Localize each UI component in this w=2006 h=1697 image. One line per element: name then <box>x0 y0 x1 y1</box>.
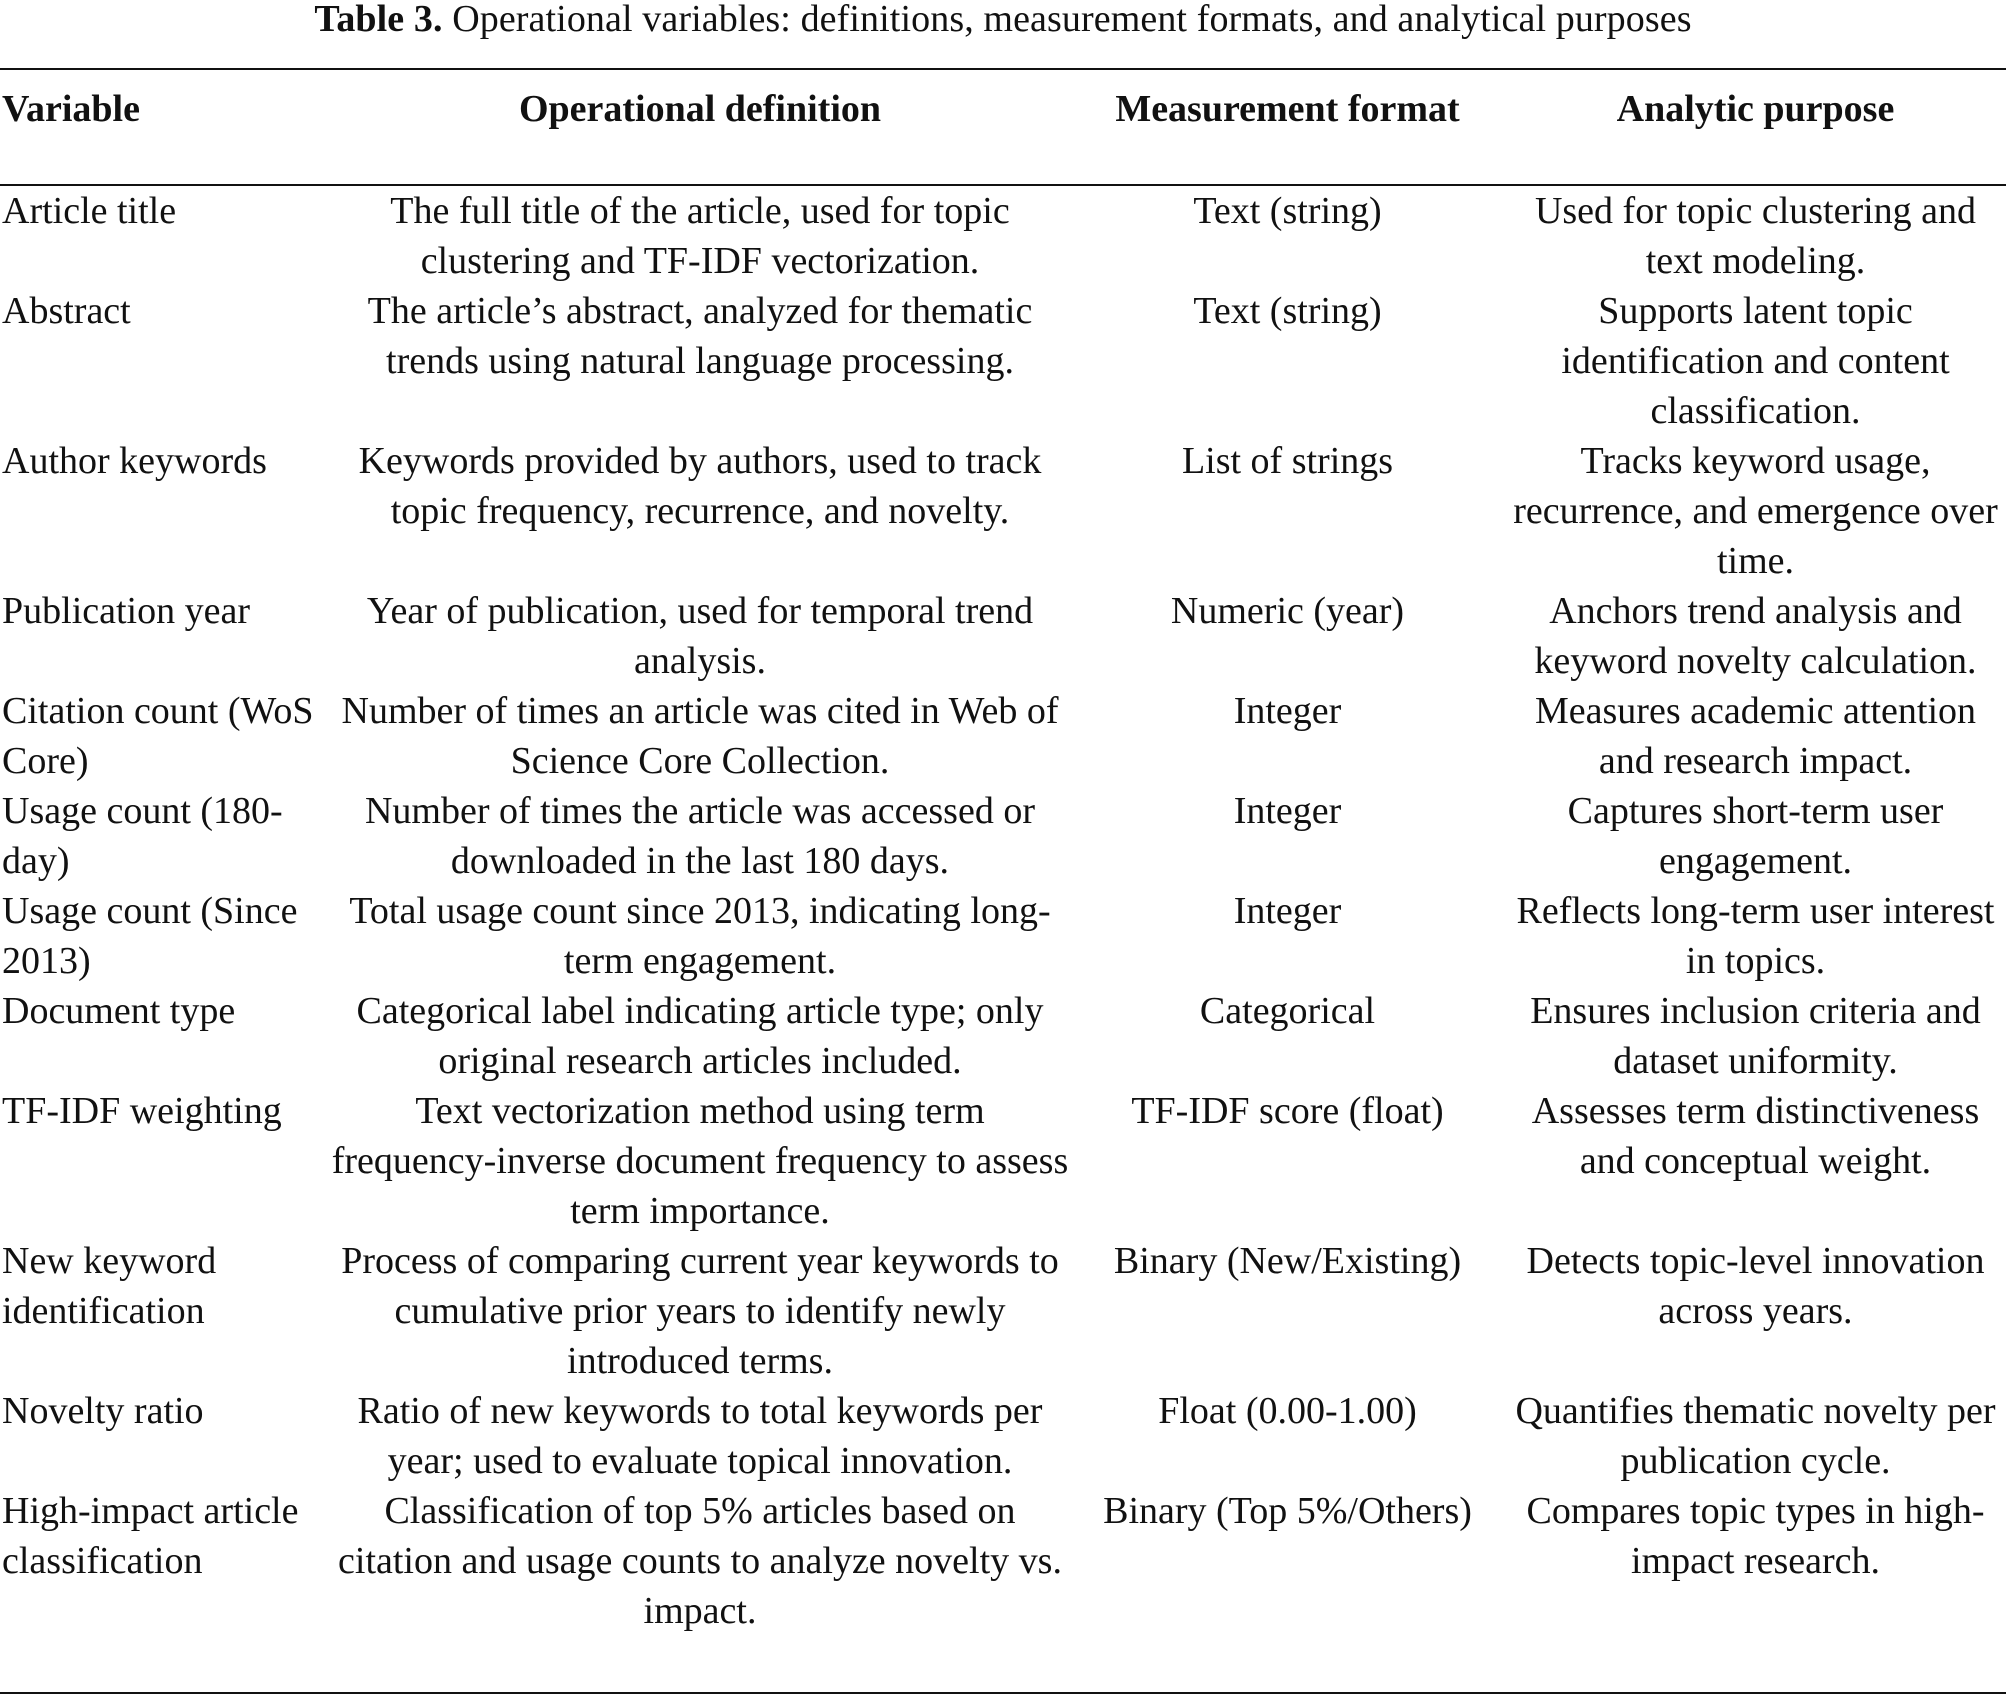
cell-format: Text (string) <box>1193 190 1382 232</box>
cell-definition: Text vectorization method using term frequency-inverse document frequency to assess term importance. <box>331 1090 1069 1232</box>
cell-variable: Author keywords <box>2 440 267 482</box>
cell-definition: Number of times the article was accessed or downloaded in the last 180 days. <box>364 790 1035 882</box>
cell-purpose: Detects topic-level innovation across years. <box>1526 1240 1985 1332</box>
cell-definition: The full title of the article, used for topic clustering and TF-IDF vectorization. <box>390 190 1010 282</box>
cell-purpose: Anchors trend analysis and keyword novelty calculation. <box>1534 590 1977 682</box>
cell-variable: Novelty ratio <box>2 1390 204 1432</box>
cell-variable: TF-IDF weighting <box>2 1090 282 1132</box>
cell-definition: Year of publication, used for temporal trend analysis. <box>366 590 1034 682</box>
table-row <box>0 1486 2006 1636</box>
table-caption <box>0 0 2006 38</box>
cell-variable: Usage count (180-day) <box>2 790 283 882</box>
table-row <box>0 986 2006 1086</box>
table-row <box>0 286 2006 436</box>
top-rule <box>0 68 2006 70</box>
cell-definition: Ratio of new keywords to total keywords per year; used to evaluate topical innovation. <box>357 1390 1043 1482</box>
cell-variable: Citation count (WoS Core) <box>2 690 314 782</box>
cell-purpose: Compares topic types in high-impact research. <box>1526 1490 1985 1582</box>
cell-purpose: Used for topic clustering and text modeling. <box>1534 190 1977 282</box>
cell-definition: Categorical label indicating article type; only original research articles included. <box>356 990 1044 1082</box>
cell-purpose: Ensures inclusion criteria and dataset uniformity. <box>1530 990 1981 1082</box>
table-label: Table 3. <box>314 0 443 40</box>
cell-format: Integer <box>1233 790 1342 832</box>
cell-format: Text (string) <box>1193 290 1382 332</box>
table-row <box>0 1086 2006 1236</box>
cell-purpose: Quantifies thematic novelty per publication cycle. <box>1515 1390 1996 1482</box>
cell-format: Float (0.00-1.00) <box>1158 1390 1417 1432</box>
cell-purpose: Assesses term distinctiveness and conceptual weight. <box>1531 1090 1980 1182</box>
cell-format: Integer <box>1233 690 1342 732</box>
cell-purpose: Tracks keyword usage, recurrence, and emergence over time. <box>1513 440 1998 582</box>
cell-format: Binary (New/Existing) <box>1113 1240 1462 1282</box>
table-row <box>0 186 2006 286</box>
cell-format: Numeric (year) <box>1170 590 1405 632</box>
cell-purpose: Captures short-term user engagement. <box>1567 790 1944 882</box>
cell-format: List of strings <box>1181 440 1394 482</box>
table-caption-text: Operational variables: definitions, measurement formats, and analytical purposes <box>452 0 1692 40</box>
header-operational-definition: Operational definition <box>518 88 882 130</box>
cell-variable: Document type <box>2 990 236 1032</box>
table-row <box>0 886 2006 986</box>
table-row <box>0 786 2006 886</box>
cell-format: TF-IDF score (float) <box>1131 1090 1444 1132</box>
cell-definition: Keywords provided by authors, used to track topic frequency, recurrence, and novelty. <box>358 440 1042 532</box>
cell-definition: Process of comparing current year keywords to cumulative prior years to identify newly introduced terms. <box>341 1240 1059 1382</box>
cell-definition: The article’s abstract, analyzed for thematic trends using natural language processing. <box>367 290 1033 382</box>
cell-variable: Article title <box>2 190 177 232</box>
header-row <box>0 72 2006 186</box>
cell-purpose: Reflects long-term user interest in topics. <box>1516 890 1995 982</box>
header-analytic-purpose: Analytic purpose <box>1616 88 1895 130</box>
cell-definition: Number of times an article was cited in Web of Science Core Collection. <box>341 690 1059 782</box>
cell-variable: Publication year <box>2 590 250 632</box>
bottom-rule <box>0 1692 2006 1694</box>
table-row <box>0 686 2006 786</box>
header-variable: Variable <box>2 88 140 130</box>
operational-variables-table <box>0 72 2006 1636</box>
cell-variable: High-impact article classification <box>2 1490 299 1582</box>
table-row <box>0 1386 2006 1486</box>
table-body <box>0 186 2006 1636</box>
table-row <box>0 1236 2006 1386</box>
header-measurement-format: Measurement format <box>1115 88 1460 130</box>
cell-format: Categorical <box>1199 990 1376 1032</box>
cell-definition: Classification of top 5% articles based on citation and usage counts to analyze novelty vs. impact. <box>338 1490 1062 1632</box>
cell-purpose: Supports latent topic identification and content classification. <box>1561 290 1950 432</box>
cell-format: Binary (Top 5%/Others) <box>1103 1490 1472 1532</box>
cell-purpose: Measures academic attention and research impact. <box>1534 690 1977 782</box>
cell-variable: New keyword identification <box>2 1240 217 1332</box>
cell-format: Integer <box>1233 890 1342 932</box>
table-row <box>0 586 2006 686</box>
cell-definition: Total usage count since 2013, indicating long-term engagement. <box>349 890 1051 982</box>
cell-variable: Abstract <box>2 290 131 332</box>
cell-variable: Usage count (Since 2013) <box>2 890 298 982</box>
table-row <box>0 436 2006 586</box>
